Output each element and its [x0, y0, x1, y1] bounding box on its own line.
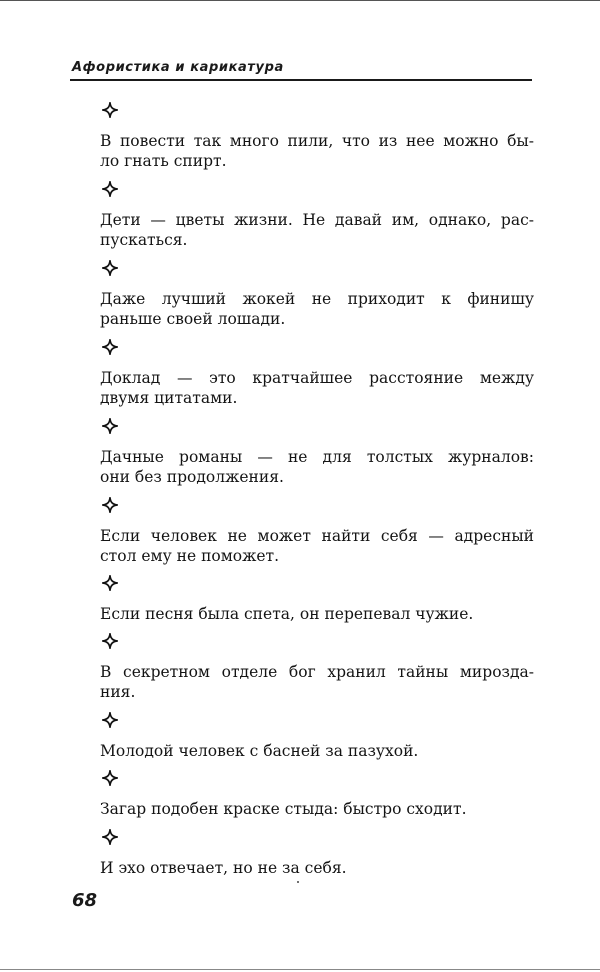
four-point-star-icon — [102, 575, 118, 591]
page-top-border — [0, 0, 600, 1]
aphorism-3 — [100, 289, 534, 329]
four-point-star-icon — [102, 339, 118, 355]
aphorism-11 — [100, 858, 534, 878]
aphorism-line: Загар подобен краске стыда: быстро сходит. — [100, 800, 467, 818]
aphorism-line: Если песня была спета, он перепевал чужие. — [100, 605, 474, 623]
four-point-star-icon — [102, 633, 118, 649]
four-point-star-icon — [102, 712, 118, 728]
aphorism-line: В секретном отделе бог хранил тайны мирозда- — [100, 663, 534, 681]
aphorism-9 — [100, 741, 534, 761]
aphorism-line: И эхо отвечает, но не за себя. — [100, 859, 347, 877]
four-point-star-icon — [102, 102, 118, 118]
four-point-star-icon — [102, 181, 118, 197]
aphorism-5 — [100, 447, 534, 487]
aphorism-1 — [100, 131, 534, 171]
aphorism-line: пускаться. — [100, 231, 188, 249]
aphorism-8 — [100, 662, 534, 702]
aphorism-line: Доклад — это кратчайшее расстояние между — [100, 369, 534, 387]
aphorism-line: В повести так много пили, что из нее можно бы- — [100, 132, 534, 150]
aphorism-line: Дети — цветы жизни. Не давай им, однако, рас- — [100, 211, 534, 229]
aphorism-7 — [100, 604, 534, 624]
aphorism-10 — [100, 799, 534, 819]
four-point-star-icon — [102, 497, 118, 513]
aphorism-4 — [100, 368, 534, 408]
header-rule — [70, 79, 532, 81]
four-point-star-icon — [102, 260, 118, 276]
running-head: Афористика и карикатура — [72, 60, 284, 75]
print-speck — [297, 881, 299, 883]
four-point-star-icon — [102, 418, 118, 434]
aphorism-line: ло гнать спирт. — [100, 152, 227, 170]
aphorism-line: ния. — [100, 683, 136, 701]
aphorism-2 — [100, 210, 534, 250]
aphorism-line: Если человек не может найти себя — адресный — [100, 527, 534, 545]
aphorism-line: Молодой человек с басней за пазухой. — [100, 742, 419, 760]
four-point-star-icon — [102, 829, 118, 845]
aphorism-line: стол ему не поможет. — [100, 547, 280, 565]
aphorism-line: они без продолжения. — [100, 468, 284, 486]
four-point-star-icon — [102, 770, 118, 786]
page-bottom-border — [0, 969, 600, 970]
aphorism-line: Даже лучший жокей не приходит к финишу — [100, 290, 534, 308]
aphorism-6 — [100, 526, 534, 566]
aphorism-line: двумя цитатами. — [100, 389, 238, 407]
page-number: 68 — [72, 890, 98, 911]
aphorism-line: раньше своей лошади. — [100, 310, 286, 328]
aphorism-line: Дачные романы — не для толстых журналов: — [100, 448, 534, 466]
